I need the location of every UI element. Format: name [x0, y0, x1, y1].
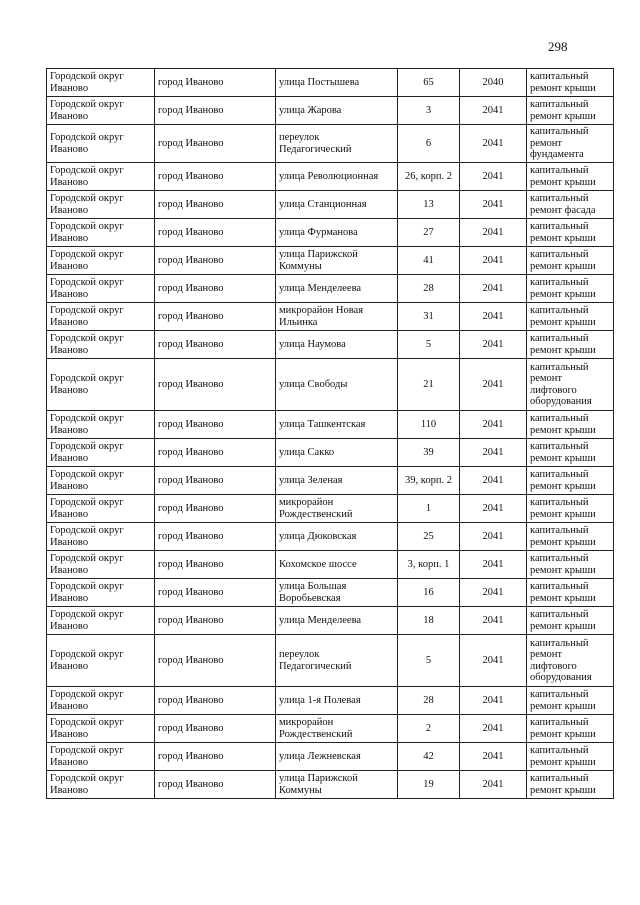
house-number-cell: 26, корп. 2: [398, 163, 460, 191]
house-number-cell: 3, корп. 1: [398, 551, 460, 579]
address-cell: Кохомское шоссе: [276, 551, 398, 579]
work-type-cell: капитальный ремонт лифтового оборудования: [527, 635, 614, 687]
year-cell: 2041: [460, 467, 527, 495]
house-number-cell: 42: [398, 743, 460, 771]
year-cell: 2041: [460, 303, 527, 331]
year-cell: 2041: [460, 635, 527, 687]
table-row: [47, 551, 614, 579]
work-type-cell: капитальный ремонт фундамента: [527, 125, 614, 163]
city-cell: город Иваново: [155, 219, 276, 247]
address-cell: микрорайон Рождественский: [276, 495, 398, 523]
address-cell: улица Менделеева: [276, 607, 398, 635]
city-cell: город Иваново: [155, 467, 276, 495]
year-cell: 2041: [460, 97, 527, 125]
city-cell: город Иваново: [155, 635, 276, 687]
city-cell: город Иваново: [155, 125, 276, 163]
work-type-cell: капитальный ремонт крыши: [527, 551, 614, 579]
house-number-cell: 31: [398, 303, 460, 331]
table-row: [47, 607, 614, 635]
work-type-cell: капитальный ремонт крыши: [527, 607, 614, 635]
year-cell: 2041: [460, 523, 527, 551]
page-number: 298: [548, 39, 568, 54]
table-row: [47, 125, 614, 163]
table-row: [47, 467, 614, 495]
district-cell: Городской округ Иваново: [47, 579, 155, 607]
house-number-cell: 2: [398, 715, 460, 743]
year-cell: 2041: [460, 607, 527, 635]
work-type-cell: капитальный ремонт крыши: [527, 247, 614, 275]
district-cell: Городской округ Иваново: [47, 125, 155, 163]
work-type-cell: капитальный ремонт крыши: [527, 495, 614, 523]
address-cell: улица Лежневская: [276, 743, 398, 771]
year-cell: 2041: [460, 219, 527, 247]
district-cell: Городской округ Иваново: [47, 743, 155, 771]
year-cell: 2041: [460, 439, 527, 467]
table-row: [47, 715, 614, 743]
address-cell: улица Парижской Коммуны: [276, 247, 398, 275]
district-cell: Городской округ Иваново: [47, 687, 155, 715]
house-number-cell: 3: [398, 97, 460, 125]
house-number-cell: 39: [398, 439, 460, 467]
house-number-cell: 21: [398, 359, 460, 411]
table-row: [47, 523, 614, 551]
house-number-cell: 16: [398, 579, 460, 607]
city-cell: город Иваново: [155, 551, 276, 579]
table-row: [47, 495, 614, 523]
district-cell: Городской округ Иваново: [47, 467, 155, 495]
district-cell: Городской округ Иваново: [47, 411, 155, 439]
address-cell: микрорайон Рождественский: [276, 715, 398, 743]
table-row: [47, 69, 614, 97]
repair-schedule-table: [46, 68, 614, 799]
table-row: [47, 331, 614, 359]
table-body: [47, 69, 614, 799]
house-number-cell: 65: [398, 69, 460, 97]
work-type-cell: капитальный ремонт крыши: [527, 275, 614, 303]
table-row: [47, 411, 614, 439]
work-type-cell: капитальный ремонт крыши: [527, 771, 614, 799]
year-cell: 2041: [460, 331, 527, 359]
house-number-cell: 5: [398, 331, 460, 359]
year-cell: 2041: [460, 771, 527, 799]
city-cell: город Иваново: [155, 771, 276, 799]
house-number-cell: 18: [398, 607, 460, 635]
address-cell: улица Большая Воробьевская: [276, 579, 398, 607]
house-number-cell: 1: [398, 495, 460, 523]
year-cell: 2041: [460, 359, 527, 411]
city-cell: город Иваново: [155, 411, 276, 439]
address-cell: улица Ташкентская: [276, 411, 398, 439]
year-cell: 2041: [460, 163, 527, 191]
address-cell: улица Сакко: [276, 439, 398, 467]
city-cell: город Иваново: [155, 579, 276, 607]
work-type-cell: капитальный ремонт крыши: [527, 163, 614, 191]
table-row: [47, 687, 614, 715]
work-type-cell: капитальный ремонт крыши: [527, 439, 614, 467]
address-cell: улица Парижской Коммуны: [276, 771, 398, 799]
table-row: [47, 97, 614, 125]
table-row: [47, 579, 614, 607]
address-cell: улица Постышева: [276, 69, 398, 97]
year-cell: 2041: [460, 411, 527, 439]
district-cell: Городской округ Иваново: [47, 191, 155, 219]
work-type-cell: капитальный ремонт крыши: [527, 523, 614, 551]
work-type-cell: капитальный ремонт крыши: [527, 411, 614, 439]
address-cell: улица Менделеева: [276, 275, 398, 303]
table-row: [47, 275, 614, 303]
district-cell: Городской округ Иваново: [47, 715, 155, 743]
district-cell: Городской округ Иваново: [47, 219, 155, 247]
city-cell: город Иваново: [155, 303, 276, 331]
address-cell: улица Свободы: [276, 359, 398, 411]
work-type-cell: капитальный ремонт крыши: [527, 69, 614, 97]
city-cell: город Иваново: [155, 163, 276, 191]
district-cell: Городской округ Иваново: [47, 607, 155, 635]
district-cell: Городской округ Иваново: [47, 359, 155, 411]
district-cell: Городской округ Иваново: [47, 523, 155, 551]
city-cell: город Иваново: [155, 523, 276, 551]
table-row: [47, 359, 614, 411]
table-row: [47, 247, 614, 275]
work-type-cell: капитальный ремонт крыши: [527, 219, 614, 247]
address-cell: улица Станционная: [276, 191, 398, 219]
year-cell: 2041: [460, 495, 527, 523]
table-row: [47, 219, 614, 247]
city-cell: город Иваново: [155, 439, 276, 467]
work-type-cell: капитальный ремонт крыши: [527, 331, 614, 359]
district-cell: Городской округ Иваново: [47, 551, 155, 579]
year-cell: 2041: [460, 551, 527, 579]
work-type-cell: капитальный ремонт крыши: [527, 715, 614, 743]
address-cell: улица Фурманова: [276, 219, 398, 247]
district-cell: Городской округ Иваново: [47, 303, 155, 331]
year-cell: 2041: [460, 579, 527, 607]
table-row: [47, 191, 614, 219]
district-cell: Городской округ Иваново: [47, 275, 155, 303]
address-cell: улица Наумова: [276, 331, 398, 359]
table-row: [47, 771, 614, 799]
district-cell: Городской округ Иваново: [47, 247, 155, 275]
city-cell: город Иваново: [155, 331, 276, 359]
table-row: [47, 163, 614, 191]
house-number-cell: 6: [398, 125, 460, 163]
house-number-cell: 41: [398, 247, 460, 275]
city-cell: город Иваново: [155, 715, 276, 743]
house-number-cell: 25: [398, 523, 460, 551]
address-cell: переулок Педагогический: [276, 125, 398, 163]
address-cell: улица Зеленая: [276, 467, 398, 495]
work-type-cell: капитальный ремонт фасада: [527, 191, 614, 219]
address-cell: улица Революционная: [276, 163, 398, 191]
district-cell: Городской округ Иваново: [47, 495, 155, 523]
address-cell: микрорайон Новая Ильинка: [276, 303, 398, 331]
table-row: [47, 743, 614, 771]
city-cell: город Иваново: [155, 191, 276, 219]
city-cell: город Иваново: [155, 495, 276, 523]
city-cell: город Иваново: [155, 69, 276, 97]
district-cell: Городской округ Иваново: [47, 331, 155, 359]
city-cell: город Иваново: [155, 687, 276, 715]
year-cell: 2041: [460, 687, 527, 715]
year-cell: 2041: [460, 191, 527, 219]
work-type-cell: капитальный ремонт крыши: [527, 303, 614, 331]
year-cell: 2041: [460, 715, 527, 743]
city-cell: город Иваново: [155, 275, 276, 303]
work-type-cell: капитальный ремонт лифтового оборудования: [527, 359, 614, 411]
city-cell: город Иваново: [155, 97, 276, 125]
district-cell: Городской округ Иваново: [47, 163, 155, 191]
house-number-cell: 27: [398, 219, 460, 247]
house-number-cell: 39, корп. 2: [398, 467, 460, 495]
table-row: [47, 635, 614, 687]
table-row: [47, 439, 614, 467]
city-cell: город Иваново: [155, 607, 276, 635]
district-cell: Городской округ Иваново: [47, 439, 155, 467]
city-cell: город Иваново: [155, 743, 276, 771]
district-cell: Городской округ Иваново: [47, 97, 155, 125]
address-cell: переулок Педагогический: [276, 635, 398, 687]
city-cell: город Иваново: [155, 359, 276, 411]
district-cell: Городской округ Иваново: [47, 635, 155, 687]
work-type-cell: капитальный ремонт крыши: [527, 579, 614, 607]
work-type-cell: капитальный ремонт крыши: [527, 743, 614, 771]
house-number-cell: 28: [398, 687, 460, 715]
district-cell: Городской округ Иваново: [47, 69, 155, 97]
work-type-cell: капитальный ремонт крыши: [527, 467, 614, 495]
work-type-cell: капитальный ремонт крыши: [527, 97, 614, 125]
year-cell: 2041: [460, 743, 527, 771]
address-cell: улица Жарова: [276, 97, 398, 125]
house-number-cell: 110: [398, 411, 460, 439]
house-number-cell: 28: [398, 275, 460, 303]
work-type-cell: капитальный ремонт крыши: [527, 687, 614, 715]
year-cell: 2041: [460, 275, 527, 303]
year-cell: 2040: [460, 69, 527, 97]
table-row: [47, 303, 614, 331]
city-cell: город Иваново: [155, 247, 276, 275]
address-cell: улица 1-я Полевая: [276, 687, 398, 715]
district-cell: Городской округ Иваново: [47, 771, 155, 799]
house-number-cell: 19: [398, 771, 460, 799]
house-number-cell: 5: [398, 635, 460, 687]
year-cell: 2041: [460, 125, 527, 163]
address-cell: улица Дюковская: [276, 523, 398, 551]
year-cell: 2041: [460, 247, 527, 275]
house-number-cell: 13: [398, 191, 460, 219]
